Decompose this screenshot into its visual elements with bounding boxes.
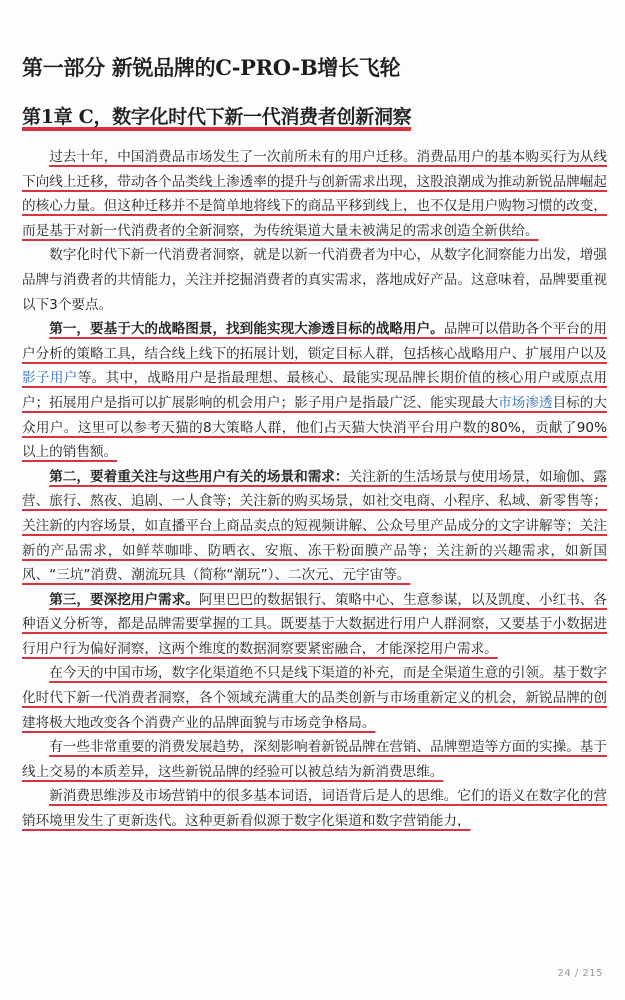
paragraph-1-text: 过去十年，中国消费品市场发生了一次前所未有的用户迁移。消费品用户的基本购买行为从线下向线上迁移，带动各个品类线上渗透率的提升与创新需求出现，这股浪潮成为推动新锐品牌崛起的核心力量。但这种迁移并不是简单地将线下的商品平移到线上，也不仅是用户购物习惯的改变，而是基于对新一代消费者的全新洞察，为传统渠道大量未被满足的需求创造全新供给。 — [22, 149, 607, 239]
paragraph-2-text: 数字化时代下新一代消费者洞察，就是以新一代消费者为中心，从数字化洞察能力出发，增强品牌与消费者的共情能力，关注并挖掘消费者的真实需求，落地成好产品。这意味着，品牌要重视以下3个要点。 — [22, 247, 607, 313]
chapter-title — [22, 102, 411, 129]
paragraph-5 — [22, 588, 607, 662]
body-text — [22, 145, 607, 834]
paragraph-3-lead: 第一，要基于大的战略图景，找到能实现大渗透目标的战略用户。 — [49, 321, 444, 338]
paragraph-7-text: 有一些非常重要的消费发展趋势，深刻影响着新锐品牌在营销、品牌塑造等方面的实操。基于线上交易的本质差异，这些新锐品牌的经验可以被总结为新消费思维。 — [22, 739, 607, 780]
paragraph-3 — [22, 317, 607, 465]
link-shadow-users[interactable]: 影子用户 — [22, 370, 78, 387]
paragraph-2 — [22, 243, 607, 317]
paragraph-6-text: 在今天的中国市场，数字化渠道绝不只是线下渠道的补充，而是全渠道生意的引领。基于数字化时代下新一代消费者洞察，各个领域充满重大的品类创新与市场重新定义的机会，新锐品牌的创建将极大地改变各个消费产业的品牌面貌与市场竞争格局。 — [22, 665, 607, 731]
paragraph-8 — [22, 784, 607, 833]
paragraph-1 — [22, 145, 607, 243]
paragraph-4-lead: 第二，要着重关注与这些用户有关的场景和需求： — [49, 468, 349, 485]
paragraph-6 — [22, 661, 607, 735]
page-number: 24 / 215 — [557, 968, 603, 979]
paragraph-3-text-b: 等。其中，战略用户是指最理想、最核心、最能实现品牌长期价值的核心用户或原点用户；拓展用户是指可以扩展影响的机会用户；影子用户是指最广泛、能实现最大 — [22, 370, 608, 411]
paragraph-4 — [22, 465, 607, 588]
part-title: 第一部分 新锐品牌的C-PRO-B增长飞轮 — [22, 55, 401, 80]
paragraph-8-text: 新消费思维涉及市场营销中的很多基本词语，词语背后是人的思维。它们的语义在数字化的营销环境里发生了更新迭代。这种更新看似源于数字化渠道和数字营销能力， — [22, 788, 607, 830]
paragraph-7 — [22, 735, 607, 784]
paragraph-3-text-c: 目标的大众用户。这里可以参考天猫的8大策略人群，他们占天猫大快消平台用户数的80%，贡献了90%以上的销售额。 — [22, 394, 608, 461]
paragraph-3-text-a: 品牌可以借助各个平台的用户分析的策略工具，结合线上线下的拓展计划，锁定目标人群，包括核心战略用户、扩展用户以及 — [22, 321, 608, 362]
chapter-title-text: 第1章 C，数字化时代下新一代消费者创新洞察 — [22, 106, 411, 131]
paragraph-4-text: 关注新的生活场景与使用场景，如瑜伽、露营、旅行、熬夜、追剧、一人食等；关注新的购买场景，如社交电商、小程序、私域、新零售等；关注新的内容场景，如直播平台上商品卖点的短视频讲解、公众号里产品成分的文字讲解等；关注新的产品需求，如鲜萃咖啡、防晒衣、安瓶、冻干粉面膜产品等；关注新的兴趣需求，如新国风、“三坑”消费、潮流玩具（简称“潮玩”）、二次元、元宇宙等。 — [22, 468, 608, 584]
link-market-penetration[interactable]: 市场渗透 — [498, 394, 553, 411]
paragraph-5-lead: 第三，要深挖用户需求。 — [49, 591, 199, 608]
paragraph-5-text: 阿里巴巴的数据银行、策略中心、生意参谋，以及凯度、小红书、各种语义分析等，都是品牌需要掌握的工具。既要基于大数据进行用户人群洞察，又要基于小数据进行用户行为偏好洞察，这两个维度的数据洞察要紧密融合，才能深挖用户需求。 — [22, 591, 608, 657]
